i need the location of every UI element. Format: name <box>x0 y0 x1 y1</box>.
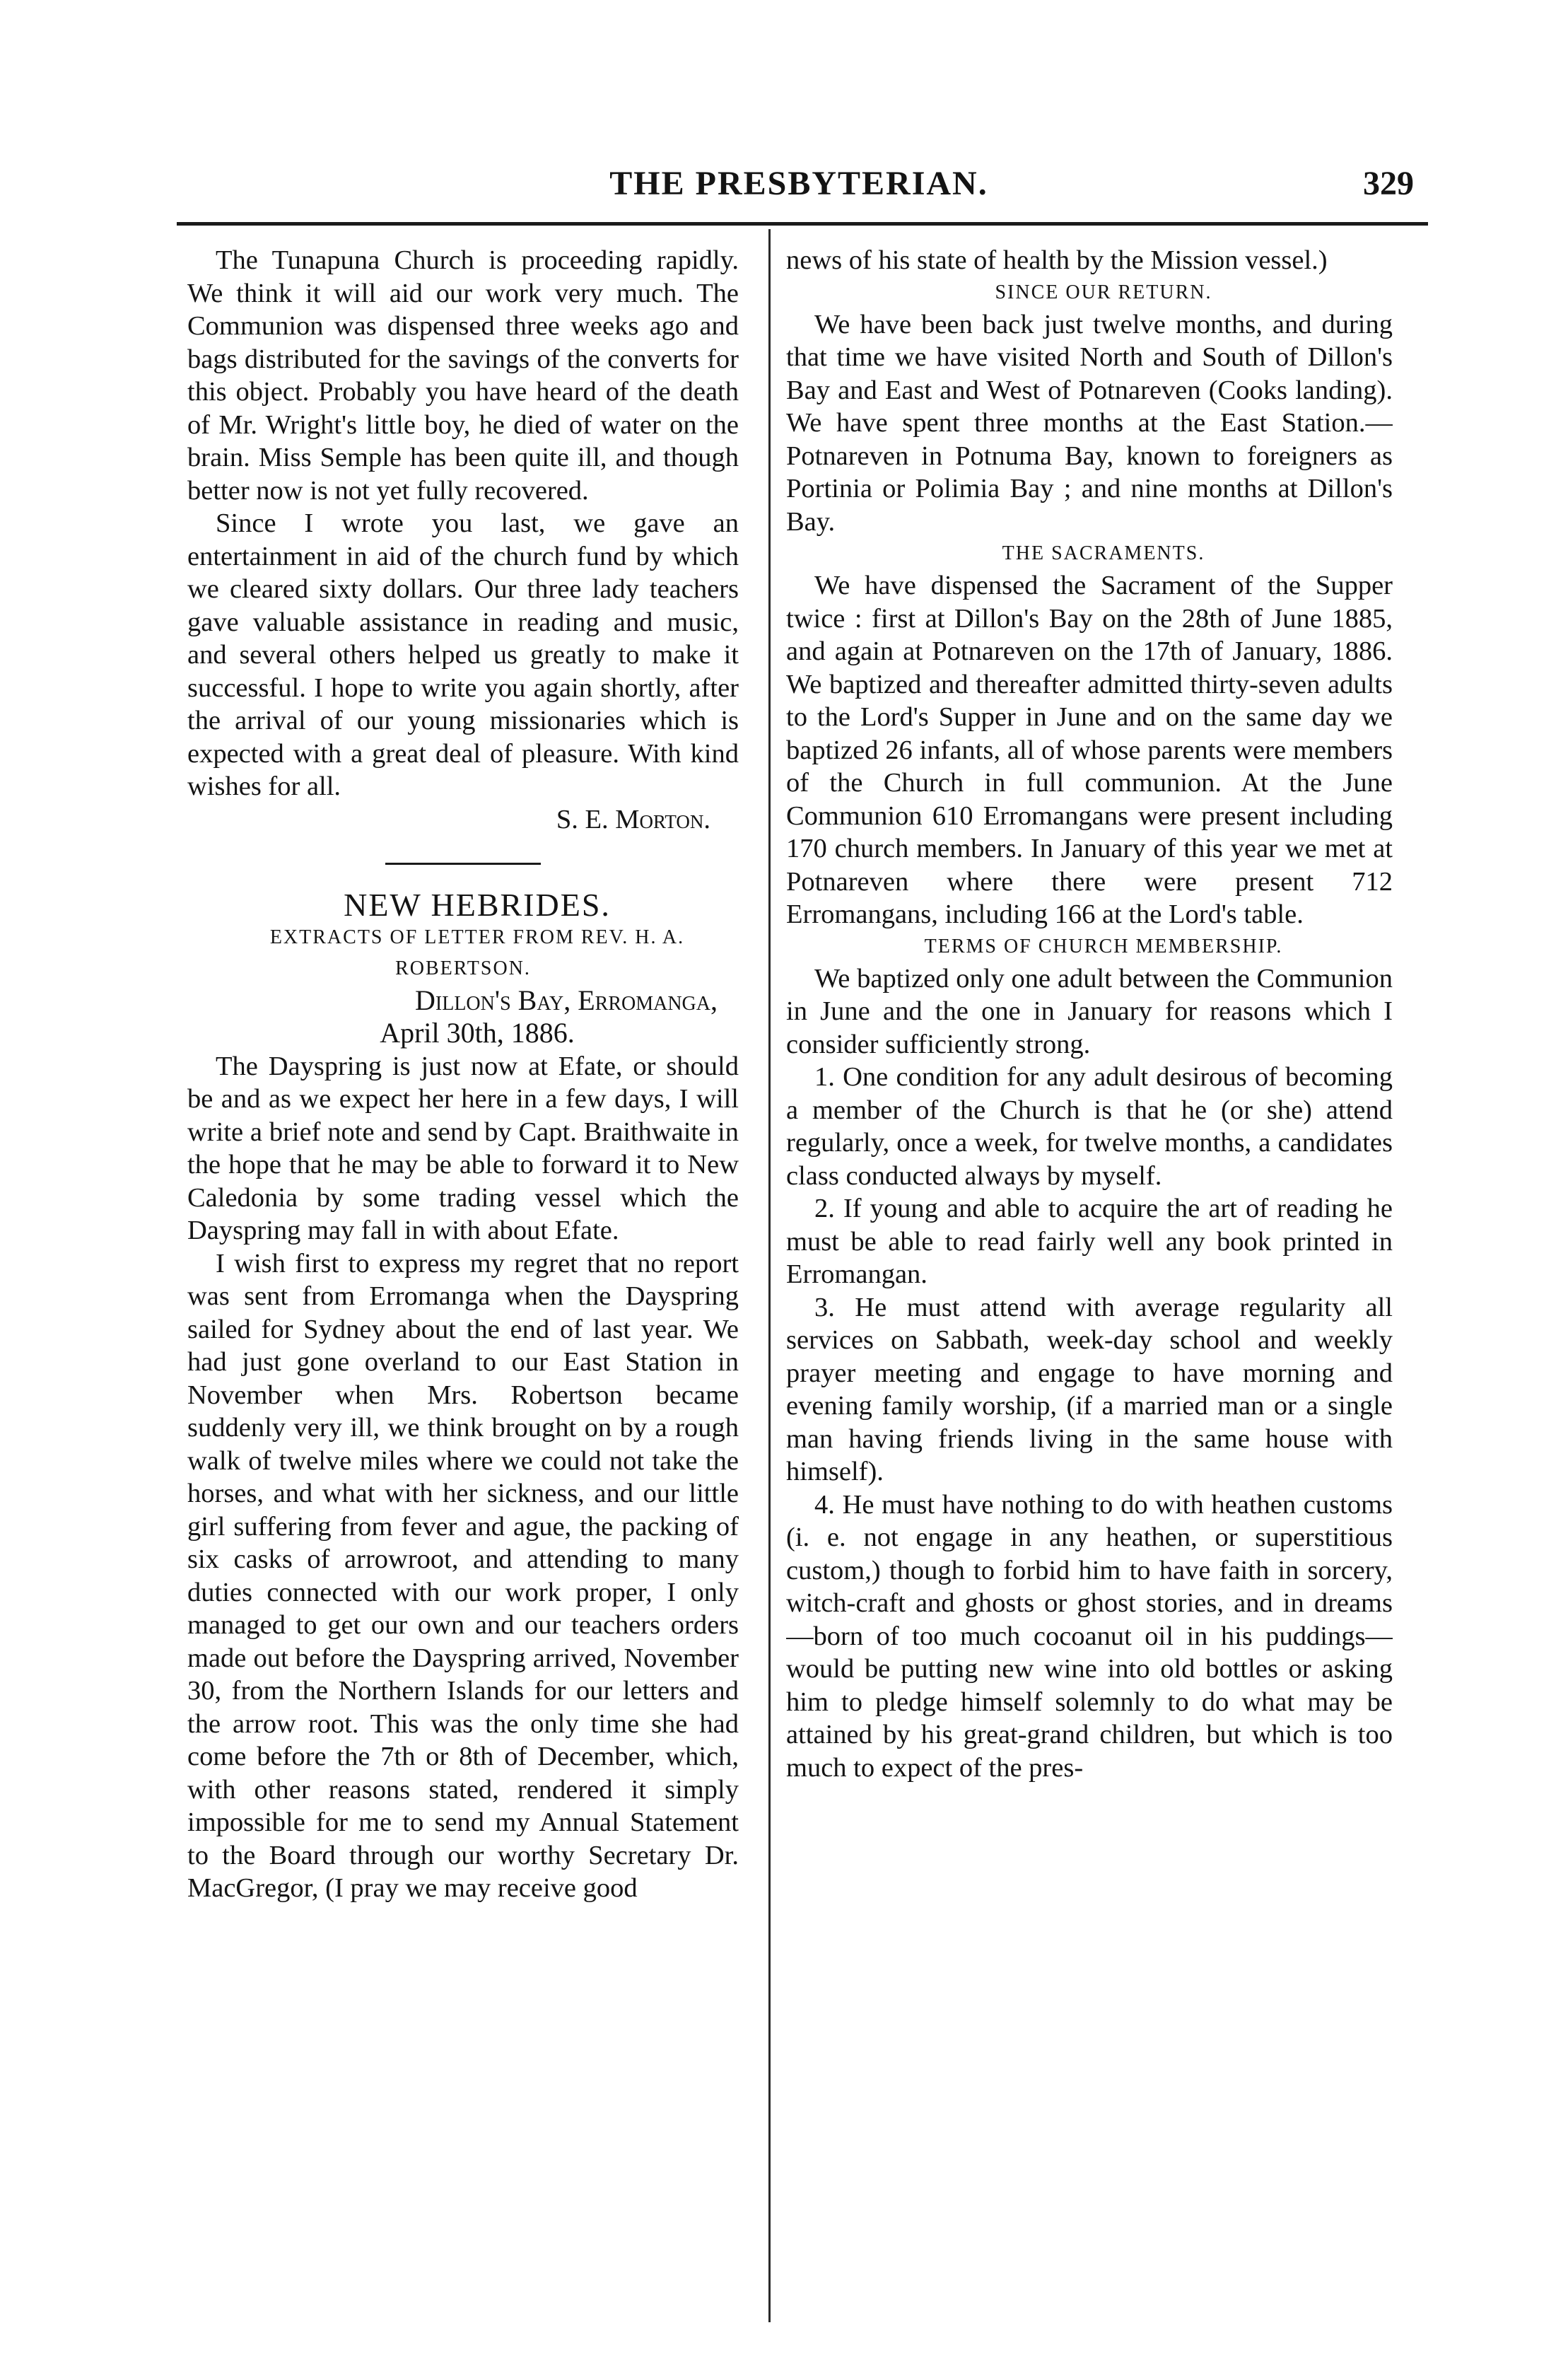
letter-paragraph: Since I wrote you last, we gave an entertainment in aid of the church fund by which we cleared sixty dollars. Our three lady teachers gave valuable assistance in reading and music, and several others helped us greatly to make it successful. I hope to write you again shortly, after the arrival of our young missionaries which is expected with a great deal of pleasure. With kind wishes for all. <box>187 508 739 801</box>
subheading-since-our-return: SINCE OUR RETURN. <box>995 281 1212 303</box>
dateline-date: April 30th, 1886. <box>380 1017 575 1049</box>
letter-paragraph: We have dispensed the Sacrament of the Supper twice : first at Dillon's Bay on the 28th of June 1885, and again at Potnareven on the 17th of January, 1886. We baptized and thereafter admitted thirty-seven adults to the Lord's Supper in June and on the same day we baptized 26 infants, all of whose parents were members of the Church in full communion. At the June Communion 610 Erromangans were present including 170 church members. In January of this year we met at Potnareven where there were present 712 Erromangans, including 166 at the Lord's table. <box>786 571 1393 929</box>
numbered-condition: 4. He must have nothing to do with heathen customs (i. e. not engage in any heathen, or superstitious custom,) though to forbid him to have faith in sorcery, witch-craft and ghosts or ghost stories, and in dreams—born of too much cocoanut oil in his puddings—would be putting new wine into old bottles or asking him to pledge himself solemnly to do what may be attained by his great-grand children, but which is too much to expect of the pres- <box>786 1489 1393 1783</box>
letter-paragraph: The Tunapuna Church is proceeding rapidly. We think it will aid our work very much. The Communion was dispensed three weeks ago and bags distributed for the savings of the converts for this object. Probably you have heard of the death of Mr. Wright's little boy, he died of water on the brain. Miss Semple has been quite ill, and though better now is not yet fully recovered. <box>187 245 739 506</box>
extract-heading: EXTRACTS OF LETTER FROM REV. H. A. ROBERTSON. <box>269 926 685 979</box>
page-header <box>177 164 1421 214</box>
section-title: NEW HEBRIDES. <box>344 887 611 923</box>
running-head: THE PRESBYTERIAN. <box>609 165 988 202</box>
section-rule <box>385 863 541 865</box>
letter-paragraph: news of his state of health by the Mission vessel.) <box>786 245 1328 275</box>
right-column <box>786 244 1393 2344</box>
letter-paragraph: We have been back just twelve months, and during that time we have visited North and South of Dillon's Bay and East and West of Potnareven (Cooks landing). We have spent three months at the East Station.—Potnareven in Potnuma Bay, known to foreigners as Portinia or Polimia Bay ; and nine months at Dillon's Bay. <box>786 309 1393 537</box>
letter-paragraph: We baptized only one adult between the Communion in June and the one in January for reasons which I consider sufficiently strong. <box>786 963 1393 1059</box>
header-rule <box>177 222 1428 226</box>
column-divider <box>768 229 771 2322</box>
letter-paragraph: The Dayspring is just now at Efate, or should be and as we expect her here in a few days, I will write a brief note and send by Capt. Braithwaite in the hope that he may be able to forward it to New Caledonia by some trading vessel which the Dayspring may fall in with about Efate. <box>187 1051 739 1245</box>
numbered-condition: 1. One condition for any adult desirous of becoming a member of the Church is that he (or she) attend regularly, once a week, for twelve months, a candidates class conducted always by myself. <box>786 1062 1393 1191</box>
numbered-condition: 3. He must attend with average regularity all services on Sabbath, week-day school and weekly prayer meeting and engage to have morning and evening family worship, (if a married man or a single man having friends living in the same house with himself). <box>786 1292 1393 1486</box>
subheading-sacraments: THE SACRAMENTS. <box>1002 542 1205 564</box>
letter-paragraph: I wish first to express my regret that no report was sent from Erromanga when the Dayspring sailed for Sydney about the end of last year. We had just gone overland to our East Station in November when Mrs. Robertson became suddenly very ill, we think brought on by a rough walk of twelve miles where we could not take the horses, and what with her sickness, and our little girl suffering from fever and ague, the packing of six casks of arrowroot, and attending to many duties connected with our work proper, I only managed to get our own and our teachers orders made out before the Dayspring arrived, November 30, from the Northern Islands for our letters and the arrow root. This was the only time she had come before the 7th or 8th of December, which, with other reasons stated, rendered it simply impossible for me to send my Annual Statement to the Board through our worthy Secretary Dr. MacGregor, (I pray we may receive good <box>187 1248 739 1903</box>
dateline-place: Dillon's Bay, Erromanga, <box>415 984 718 1016</box>
numbered-condition: 2. If young and able to acquire the art of reading he must be able to read fairly well any book printed in Erromangan. <box>786 1194 1393 1289</box>
left-column <box>187 244 739 2344</box>
page-number: 329 <box>1363 165 1414 202</box>
subheading-terms-of-membership: TERMS OF CHURCH MEMBERSHIP. <box>924 935 1283 957</box>
signature: S. E. Morton. <box>556 804 710 834</box>
